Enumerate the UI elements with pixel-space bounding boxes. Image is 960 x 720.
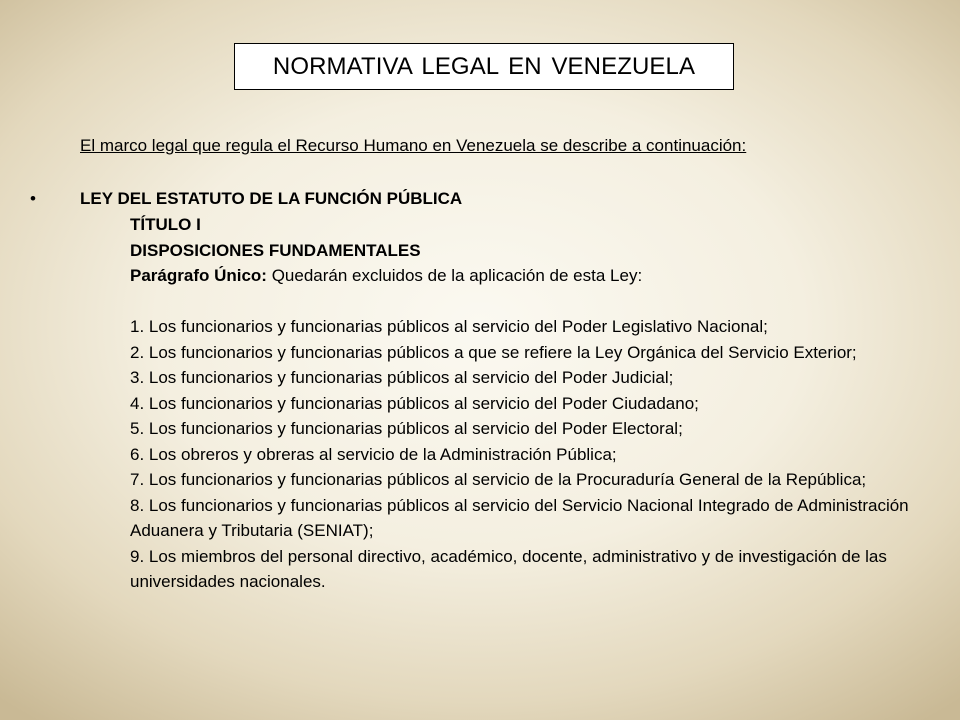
list-item: 8. Los funcionarios y funcionarias públicos al servicio del Servicio Nacional Integrado de Administración Aduanera y Tributaria (SENIAT);: [130, 495, 909, 540]
list-item: 5. Los funcionarios y funcionarias públicos al servicio del Poder Electoral;: [130, 419, 683, 438]
list-item: 2. Los funcionarios y funcionarias públicos a que se refiere la Ley Orgánica del Servicio Exterior;: [130, 342, 857, 362]
list-item: 7. Los funcionarios y funcionarias públicos al servicio de la Procuraduría General de la República;: [130, 470, 867, 489]
law-section: [30, 186, 950, 595]
list-item: 6. Los obreros y obreras al servicio de la Administración Pública;: [130, 444, 617, 464]
disposiciones-heading: DISPOSICIONES FUNDAMENTALES: [130, 240, 421, 260]
intro-text: El marco legal que regula el Recurso Humano en Venezuela se describe a continuación:: [80, 136, 747, 155]
law-title: LEY DEL ESTATUTO DE LA FUNCIÓN PÚBLICA: [80, 189, 463, 208]
list-item: 9. Los miembros del personal directivo, académico, docente, administrativo y de investigación de las universidades nacionales.: [130, 546, 887, 591]
law-content: [130, 212, 945, 595]
list-item: 4. Los funcionarios y funcionarias públicos al servicio del Poder Ciudadano;: [130, 393, 699, 413]
titulo-heading: TÍTULO I: [130, 215, 201, 234]
paragrafo-line: [130, 263, 945, 289]
slide-title: NORMATIVA LEGAL EN VENEZUELA: [272, 52, 696, 80]
spacer: [130, 289, 945, 315]
paragrafo-text: Quedarán excluidos de la aplicación de esta Ley:: [266, 266, 643, 285]
bullet-row: [30, 186, 950, 212]
title-box: [234, 43, 734, 90]
paragrafo-label: Parágrafo Único:: [130, 266, 267, 285]
list-item: 1. Los funcionarios y funcionarias públicos al servicio del Poder Legislativo Nacional;: [130, 317, 768, 336]
list-item: 3. Los funcionarios y funcionarias públicos al servicio del Poder Judicial;: [130, 368, 674, 387]
bullet-icon: •: [30, 189, 36, 208]
